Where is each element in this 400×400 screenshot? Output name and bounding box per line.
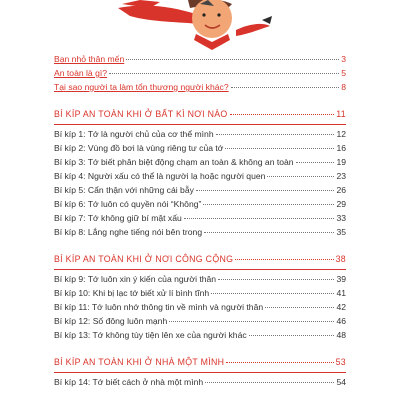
section-page: 38 [335, 254, 346, 264]
dot-leader [211, 293, 334, 294]
dot-leader [230, 114, 335, 115]
section-page: 11 [336, 109, 346, 119]
toc-entry-title: Bí kíp 8: Lắng nghe tiếng nói bên trong [54, 227, 203, 237]
section-divider [54, 269, 346, 270]
dot-leader [265, 307, 334, 308]
toc-entry-title: Bí kíp 14: Tớ biết cách ở nhà một mình [54, 377, 204, 387]
table-of-contents [54, 54, 346, 391]
toc-entry-page: 46 [336, 316, 346, 326]
toc-entry-title: Bí kíp 2: Vùng đồ bơi là vùng riêng tư của tớ [54, 143, 224, 153]
toc-entry-title: An toàn là gì? [54, 68, 108, 78]
toc-entry[interactable] [54, 288, 346, 302]
toc-entry-page: 3 [341, 54, 346, 64]
dot-leader [226, 362, 333, 363]
toc-entry-page: 42 [336, 302, 346, 312]
dot-leader [218, 279, 334, 280]
toc-entry[interactable] [54, 274, 346, 288]
toc-entry-title: Bí kíp 13: Tớ không tùy tiện lên xe của người khác [54, 330, 247, 340]
dot-leader [196, 190, 335, 191]
toc-entry-page: 54 [336, 377, 346, 387]
toc-entry[interactable] [54, 199, 346, 213]
dot-leader [204, 232, 334, 233]
dot-leader [231, 87, 340, 88]
toc-entry-page: 8 [341, 82, 346, 92]
dot-leader [235, 259, 333, 260]
toc-entry[interactable] [54, 302, 346, 316]
toc-entry-title: Bí kíp 11: Tớ luôn nhớ thông tin về mình và người thân [54, 302, 264, 312]
dot-leader [225, 148, 334, 149]
dot-leader [205, 382, 334, 383]
section-divider [54, 372, 346, 373]
section-title: BÍ KÍP AN TOÀN KHI Ở BẤT KÌ NƠI NÀO [54, 109, 228, 119]
section-heading[interactable] [54, 254, 346, 269]
toc-entry-page: 39 [336, 274, 346, 284]
dot-leader [169, 321, 334, 322]
section-page: 53 [335, 357, 346, 367]
dot-leader [126, 59, 339, 60]
toc-entry[interactable] [54, 129, 346, 143]
toc-entry-intro[interactable] [54, 54, 346, 68]
toc-entry[interactable] [54, 157, 346, 171]
dot-leader [184, 218, 335, 219]
section-title: BÍ KÍP AN TOÀN KHI Ở NHÀ MỘT MÌNH [54, 357, 225, 367]
toc-entry-page: 48 [336, 330, 346, 340]
toc-entry-title: Tại sao người ta làm tổn thương người khác? [54, 82, 229, 92]
toc-entry-title: Bí kíp 12: Số đông luôn mạnh [54, 316, 168, 326]
toc-entry-title: Bạn nhỏ thân mến [54, 54, 125, 64]
toc-entry[interactable] [54, 213, 346, 227]
toc-entry-title: Bí kíp 6: Tớ luôn có quyền nói “Không” [54, 199, 202, 209]
toc-entry-title: Bí kíp 10: Khi bị lạc tớ biết xử lí bình tĩnh [54, 288, 210, 298]
toc-entry-page: 41 [336, 288, 346, 298]
toc-entry-title: Bí kíp 7: Tớ không giữ bí mật xấu [54, 213, 182, 223]
dot-leader [109, 73, 339, 74]
dot-leader [267, 176, 334, 177]
toc-entry-page: 29 [336, 199, 346, 209]
intro-list [54, 54, 346, 96]
toc-entry-page: 5 [341, 68, 346, 78]
toc-entry[interactable] [54, 227, 346, 241]
dot-leader [249, 335, 335, 336]
toc-entry-page: 23 [336, 171, 346, 181]
toc-section [54, 109, 346, 241]
toc-entry-intro[interactable] [54, 82, 346, 96]
toc-section [54, 254, 346, 344]
section-heading[interactable] [54, 109, 346, 124]
toc-entry-title: Bí kíp 5: Cẩn thận với những cái bẫy [54, 185, 194, 195]
toc-entry-title: Bí kíp 3: Tớ biết phân biệt động chạm an toàn & không an toàn [54, 157, 294, 167]
toc-entry-title: Bí kíp 1: Tớ là người chủ của cơ thể mình [54, 129, 214, 139]
flying-superhero-child-icon [0, 0, 400, 52]
toc-entry[interactable] [54, 377, 346, 391]
toc-entry[interactable] [54, 185, 346, 199]
toc-entry[interactable] [54, 330, 346, 344]
toc-entry-title: Bí kíp 4: Người xấu có thể là người lạ hoặc người quen [54, 171, 266, 181]
toc-entry[interactable] [54, 171, 346, 185]
toc-entry-intro[interactable] [54, 68, 346, 82]
toc-entry[interactable] [54, 143, 346, 157]
toc-entry-page: 33 [336, 213, 346, 223]
dot-leader [203, 204, 334, 205]
toc-entry-page: 16 [336, 143, 346, 153]
section-title: BÍ KÍP AN TOÀN KHI Ở NƠI CÔNG CỘNG [54, 254, 234, 264]
toc-entry-page: 35 [336, 227, 346, 237]
toc-entry-page: 19 [336, 157, 346, 167]
toc-entry[interactable] [54, 316, 346, 330]
toc-entry-page: 12 [336, 129, 346, 139]
section-heading[interactable] [54, 357, 346, 372]
section-divider [54, 124, 346, 125]
dot-leader [296, 162, 335, 163]
toc-entry-title: Bí kíp 9: Tớ luôn xin ý kiến của người thân [54, 274, 217, 284]
dot-leader [216, 134, 335, 135]
toc-entry-page: 26 [336, 185, 346, 195]
toc-section [54, 357, 346, 391]
